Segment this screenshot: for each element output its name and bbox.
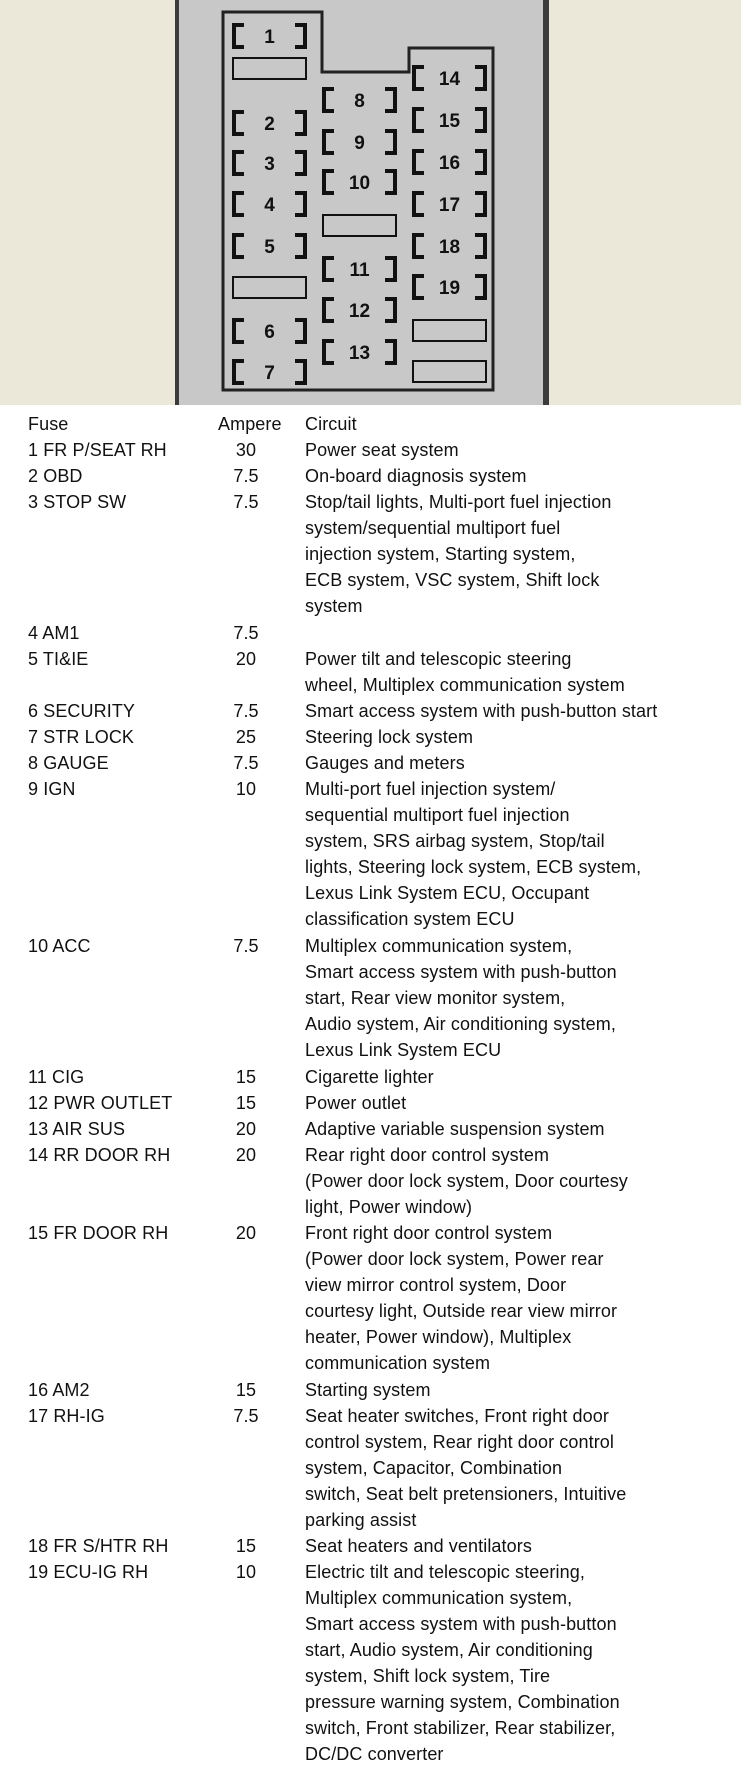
- fuse-ampere: 7.5: [233, 753, 259, 774]
- circuit-line: Electric tilt and telescopic steering,: [305, 1562, 585, 1583]
- circuit-line: Smart access system with push-button: [305, 1614, 617, 1635]
- fuse-number-16: 16: [438, 153, 461, 174]
- circuit-line: heater, Power window), Multiplex: [305, 1327, 572, 1348]
- circuit-line: ECB system, VSC system, Shift lock: [305, 570, 600, 591]
- circuit-line: lights, Steering lock system, ECB system,: [305, 857, 642, 878]
- fuse-circuit: [305, 437, 459, 463]
- circuit-line: Power outlet: [305, 1092, 407, 1113]
- fuse-circuit: [305, 1403, 626, 1533]
- fuse-name: 8 GAUGE: [28, 753, 109, 774]
- fuse-number-14: 14: [438, 69, 461, 90]
- circuit-line: control system, Rear right door control: [305, 1431, 615, 1452]
- fuse-name: 17 RH-IG: [28, 1405, 105, 1426]
- circuit-line: Power seat system: [305, 440, 459, 461]
- circuit-line: Smart access system with push-button start: [305, 701, 658, 722]
- fuse-name: 13 AIR SUS: [28, 1118, 126, 1139]
- fuse-circuit: [305, 1090, 406, 1116]
- circuit-line: pressure warning system, Combination: [305, 1692, 620, 1713]
- fuse-circuit: [305, 1116, 605, 1142]
- fuse-panel-frame: [175, 0, 549, 405]
- fuse-name: 16 AM2: [28, 1379, 90, 1400]
- fuse-table: [0, 405, 741, 1777]
- circuit-line: Seat heaters and ventilators: [305, 1536, 532, 1557]
- fuse-number-5: 5: [264, 237, 275, 258]
- fuse-name: 12 PWR OUTLET: [28, 1092, 173, 1113]
- fuse-name: 1 FR P/SEAT RH: [28, 440, 167, 461]
- circuit-line: parking assist: [305, 1509, 417, 1530]
- circuit-line: Steering lock system: [305, 727, 474, 748]
- fuse-ampere: 15: [235, 1536, 257, 1557]
- empty-slot: [413, 320, 486, 341]
- circuit-line: Gauges and meters: [305, 753, 465, 774]
- fuse-box-diagram: [0, 0, 741, 405]
- circuit-line: Multiplex communication system,: [305, 1588, 573, 1609]
- fuse-circuit: [305, 1064, 434, 1090]
- fuse-number-10: 10: [348, 173, 371, 194]
- circuit-line: DC/DC converter: [305, 1744, 444, 1765]
- fuse-number-11: 11: [349, 260, 370, 281]
- circuit-line: switch, Seat belt pretensioners, Intuitive: [305, 1483, 627, 1504]
- circuit-line: start, Audio system, Air conditioning: [305, 1640, 593, 1661]
- fuse-name: 15 FR DOOR RH: [28, 1223, 169, 1244]
- circuit-line: Adaptive variable suspension system: [305, 1118, 605, 1139]
- circuit-line: Audio system, Air conditioning system,: [305, 1014, 616, 1034]
- fuse-ampere: 10: [235, 1562, 257, 1583]
- circuit-line: classification system ECU: [305, 909, 515, 930]
- fuse-number-19: 19: [438, 278, 461, 299]
- fuse-name: 10 ACC: [28, 936, 91, 956]
- circuit-line: Seat heater switches, Front right door: [305, 1405, 609, 1426]
- fuse-circuit: [305, 698, 657, 724]
- fuse-circuit: [305, 776, 641, 932]
- fuse-number-13: 13: [348, 343, 371, 364]
- fuse-circuit: [305, 1559, 620, 1767]
- fuse-panel: [179, 0, 543, 405]
- fuse-ampere: 7.5: [233, 622, 259, 643]
- fuse-number-18: 18: [438, 237, 461, 258]
- circuit-line: light, Power window): [305, 1196, 473, 1217]
- fuse-name: 3 STOP SW: [28, 492, 127, 513]
- fuse-circuit: [305, 1142, 628, 1220]
- fuse-ampere: 20: [235, 648, 257, 669]
- fuse-ampere: 7.5: [233, 492, 259, 513]
- circuit-line: courtesy light, Outside rear view mirror: [305, 1301, 618, 1322]
- fuse-circuit: [305, 1220, 617, 1376]
- fuse-circuit: [305, 463, 527, 489]
- circuit-line: Front right door control system: [305, 1223, 553, 1244]
- fuse-name: 14 RR DOOR RH: [28, 1144, 171, 1165]
- fuse-name: 6 SECURITY: [28, 701, 136, 722]
- circuit-line: (Power door lock system, Door courtesy: [305, 1170, 628, 1191]
- fuse-number-15: 15: [438, 111, 461, 132]
- circuit-line: system, SRS airbag system, Stop/tail: [305, 831, 605, 852]
- fuse-circuit: [305, 1377, 431, 1403]
- circuit-line: wheel, Multiplex communication system: [305, 674, 625, 695]
- circuit-line: system/sequential multiport fuel: [305, 518, 561, 539]
- fuse-circuit: [305, 1533, 532, 1559]
- circuit-line: communication system: [305, 1353, 491, 1374]
- fuse-circuit: [305, 489, 611, 619]
- circuit-line: Power tilt and telescopic steering: [305, 648, 572, 669]
- fuse-name: 7 STR LOCK: [28, 727, 135, 748]
- fuse-ampere: 25: [235, 727, 257, 748]
- fuse-name: 19 ECU-IG RH: [28, 1562, 149, 1583]
- circuit-line: Cigarette lighter: [305, 1066, 434, 1087]
- circuit-line: Rear right door control system: [305, 1144, 550, 1165]
- fuse-panel-drawing: [179, 0, 543, 405]
- fuse-number-8: 8: [354, 91, 365, 112]
- fuse-number-3: 3: [264, 154, 275, 175]
- circuit-line: injection system, Starting system,: [305, 544, 576, 565]
- fuse-name: 18 FR S/HTR RH: [28, 1536, 169, 1557]
- empty-slot: [233, 58, 306, 79]
- circuit-line: system, Capacitor, Combination: [305, 1457, 563, 1478]
- empty-slot: [413, 361, 486, 382]
- fuse-number-6: 6: [264, 322, 275, 343]
- empty-slot: [323, 215, 396, 236]
- fuse-circuit: [305, 724, 473, 750]
- fuse-ampere: 20: [235, 1144, 257, 1165]
- fuse-name: 5 TI&IE: [28, 648, 89, 669]
- circuit-line: Multi-port fuel injection system/: [305, 779, 556, 800]
- fuse-number-2: 2: [264, 114, 275, 135]
- fuse-number-9: 9: [354, 133, 365, 154]
- fuse-name: 11 CIG: [28, 1066, 85, 1087]
- fuse-number-1: 1: [264, 27, 275, 48]
- header-circuit: Circuit: [305, 414, 357, 434]
- circuit-line: Smart access system with push-button: [305, 962, 617, 982]
- fuse-ampere: 15: [235, 1066, 257, 1087]
- circuit-line: start, Rear view monitor system,: [305, 988, 566, 1008]
- fuse-number-4: 4: [264, 195, 275, 216]
- fuse-number-12: 12: [348, 301, 371, 322]
- circuit-line: system, Shift lock system, Tire: [305, 1666, 551, 1687]
- circuit-line: switch, Front stabilizer, Rear stabilizer,: [305, 1718, 616, 1739]
- fuse-ampere: 7.5: [233, 936, 259, 956]
- fuse-ampere: 7.5: [233, 701, 259, 722]
- fuse-ampere: 20: [235, 1223, 257, 1244]
- circuit-line: Lexus Link System ECU, Occupant: [305, 883, 590, 904]
- circuit-line: Starting system: [305, 1379, 431, 1400]
- fuse-ampere: 7.5: [233, 466, 259, 487]
- fuse-circuit: [305, 933, 617, 1063]
- fuse-ampere: 7.5: [233, 1405, 259, 1426]
- header-fuse: Fuse: [28, 414, 69, 434]
- fuse-ampere: 20: [235, 1118, 257, 1139]
- fuse-ampere: 15: [235, 1092, 257, 1113]
- fuse-name: 2 OBD: [28, 466, 83, 487]
- fuse-circuit: [305, 750, 465, 776]
- fuse-name: 9 IGN: [28, 779, 76, 800]
- fuse-ampere: 10: [235, 779, 257, 800]
- fuse-circuit: [305, 646, 625, 698]
- fuse-name: 4 AM1: [28, 622, 80, 643]
- circuit-line: sequential multiport fuel injection: [305, 805, 570, 826]
- fuse-ampere: 15: [235, 1379, 257, 1400]
- fuse-number-17: 17: [438, 195, 461, 216]
- circuit-line: view mirror control system, Door: [305, 1275, 567, 1296]
- fuse-ampere: 30: [235, 440, 257, 461]
- fuse-number-7: 7: [264, 363, 275, 384]
- circuit-line: (Power door lock system, Power rear: [305, 1249, 604, 1270]
- circuit-line: Stop/tail lights, Multi-port fuel injection: [305, 492, 612, 513]
- header-ampere: Ampere: [218, 414, 282, 434]
- circuit-line: On-board diagnosis system: [305, 466, 527, 487]
- circuit-line: system: [305, 596, 363, 617]
- empty-slot: [233, 277, 306, 298]
- circuit-line: Lexus Link System ECU: [305, 1040, 502, 1060]
- circuit-line: Multiplex communication system,: [305, 936, 573, 956]
